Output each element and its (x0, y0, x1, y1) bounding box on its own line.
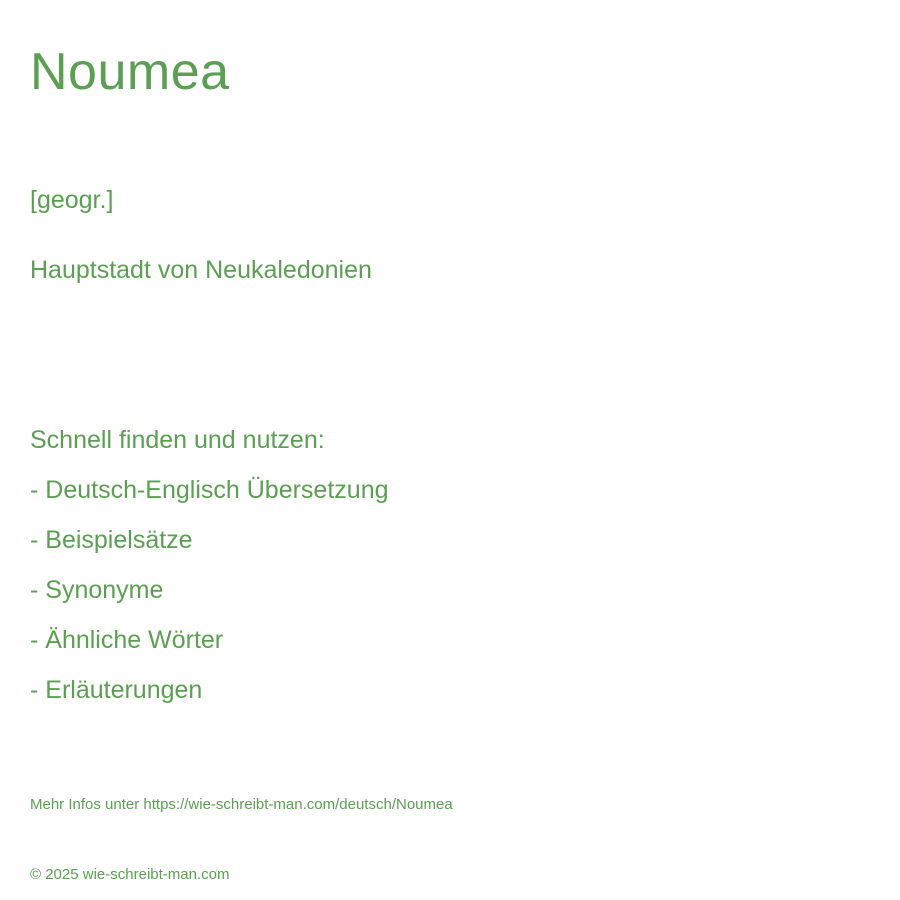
category-tag: [geogr.] (30, 186, 114, 214)
definition-text: Hauptstadt von Neukaledonien (30, 256, 372, 284)
more-info-prefix: Mehr Infos unter (30, 796, 144, 813)
page-title: Noumea (30, 43, 230, 101)
quick-find-heading: Schnell finden und nutzen: (30, 426, 325, 454)
more-info-link[interactable]: https://wie-schreibt-man.com/deutsch/Noumea (143, 796, 453, 813)
copyright-text: © 2025 wie-schreibt-man.com (30, 866, 230, 883)
quick-find-item-example-sentences: - Beispielsätze (30, 526, 193, 554)
quick-find-item-synonyms: - Synonyme (30, 576, 164, 604)
quick-find-item-similar-words: - Ähnliche Wörter (30, 626, 224, 654)
more-info-line (30, 795, 453, 815)
quick-find-item-explanations: - Erläuterungen (30, 676, 203, 704)
quick-find-item-translation: - Deutsch-Englisch Übersetzung (30, 476, 389, 504)
